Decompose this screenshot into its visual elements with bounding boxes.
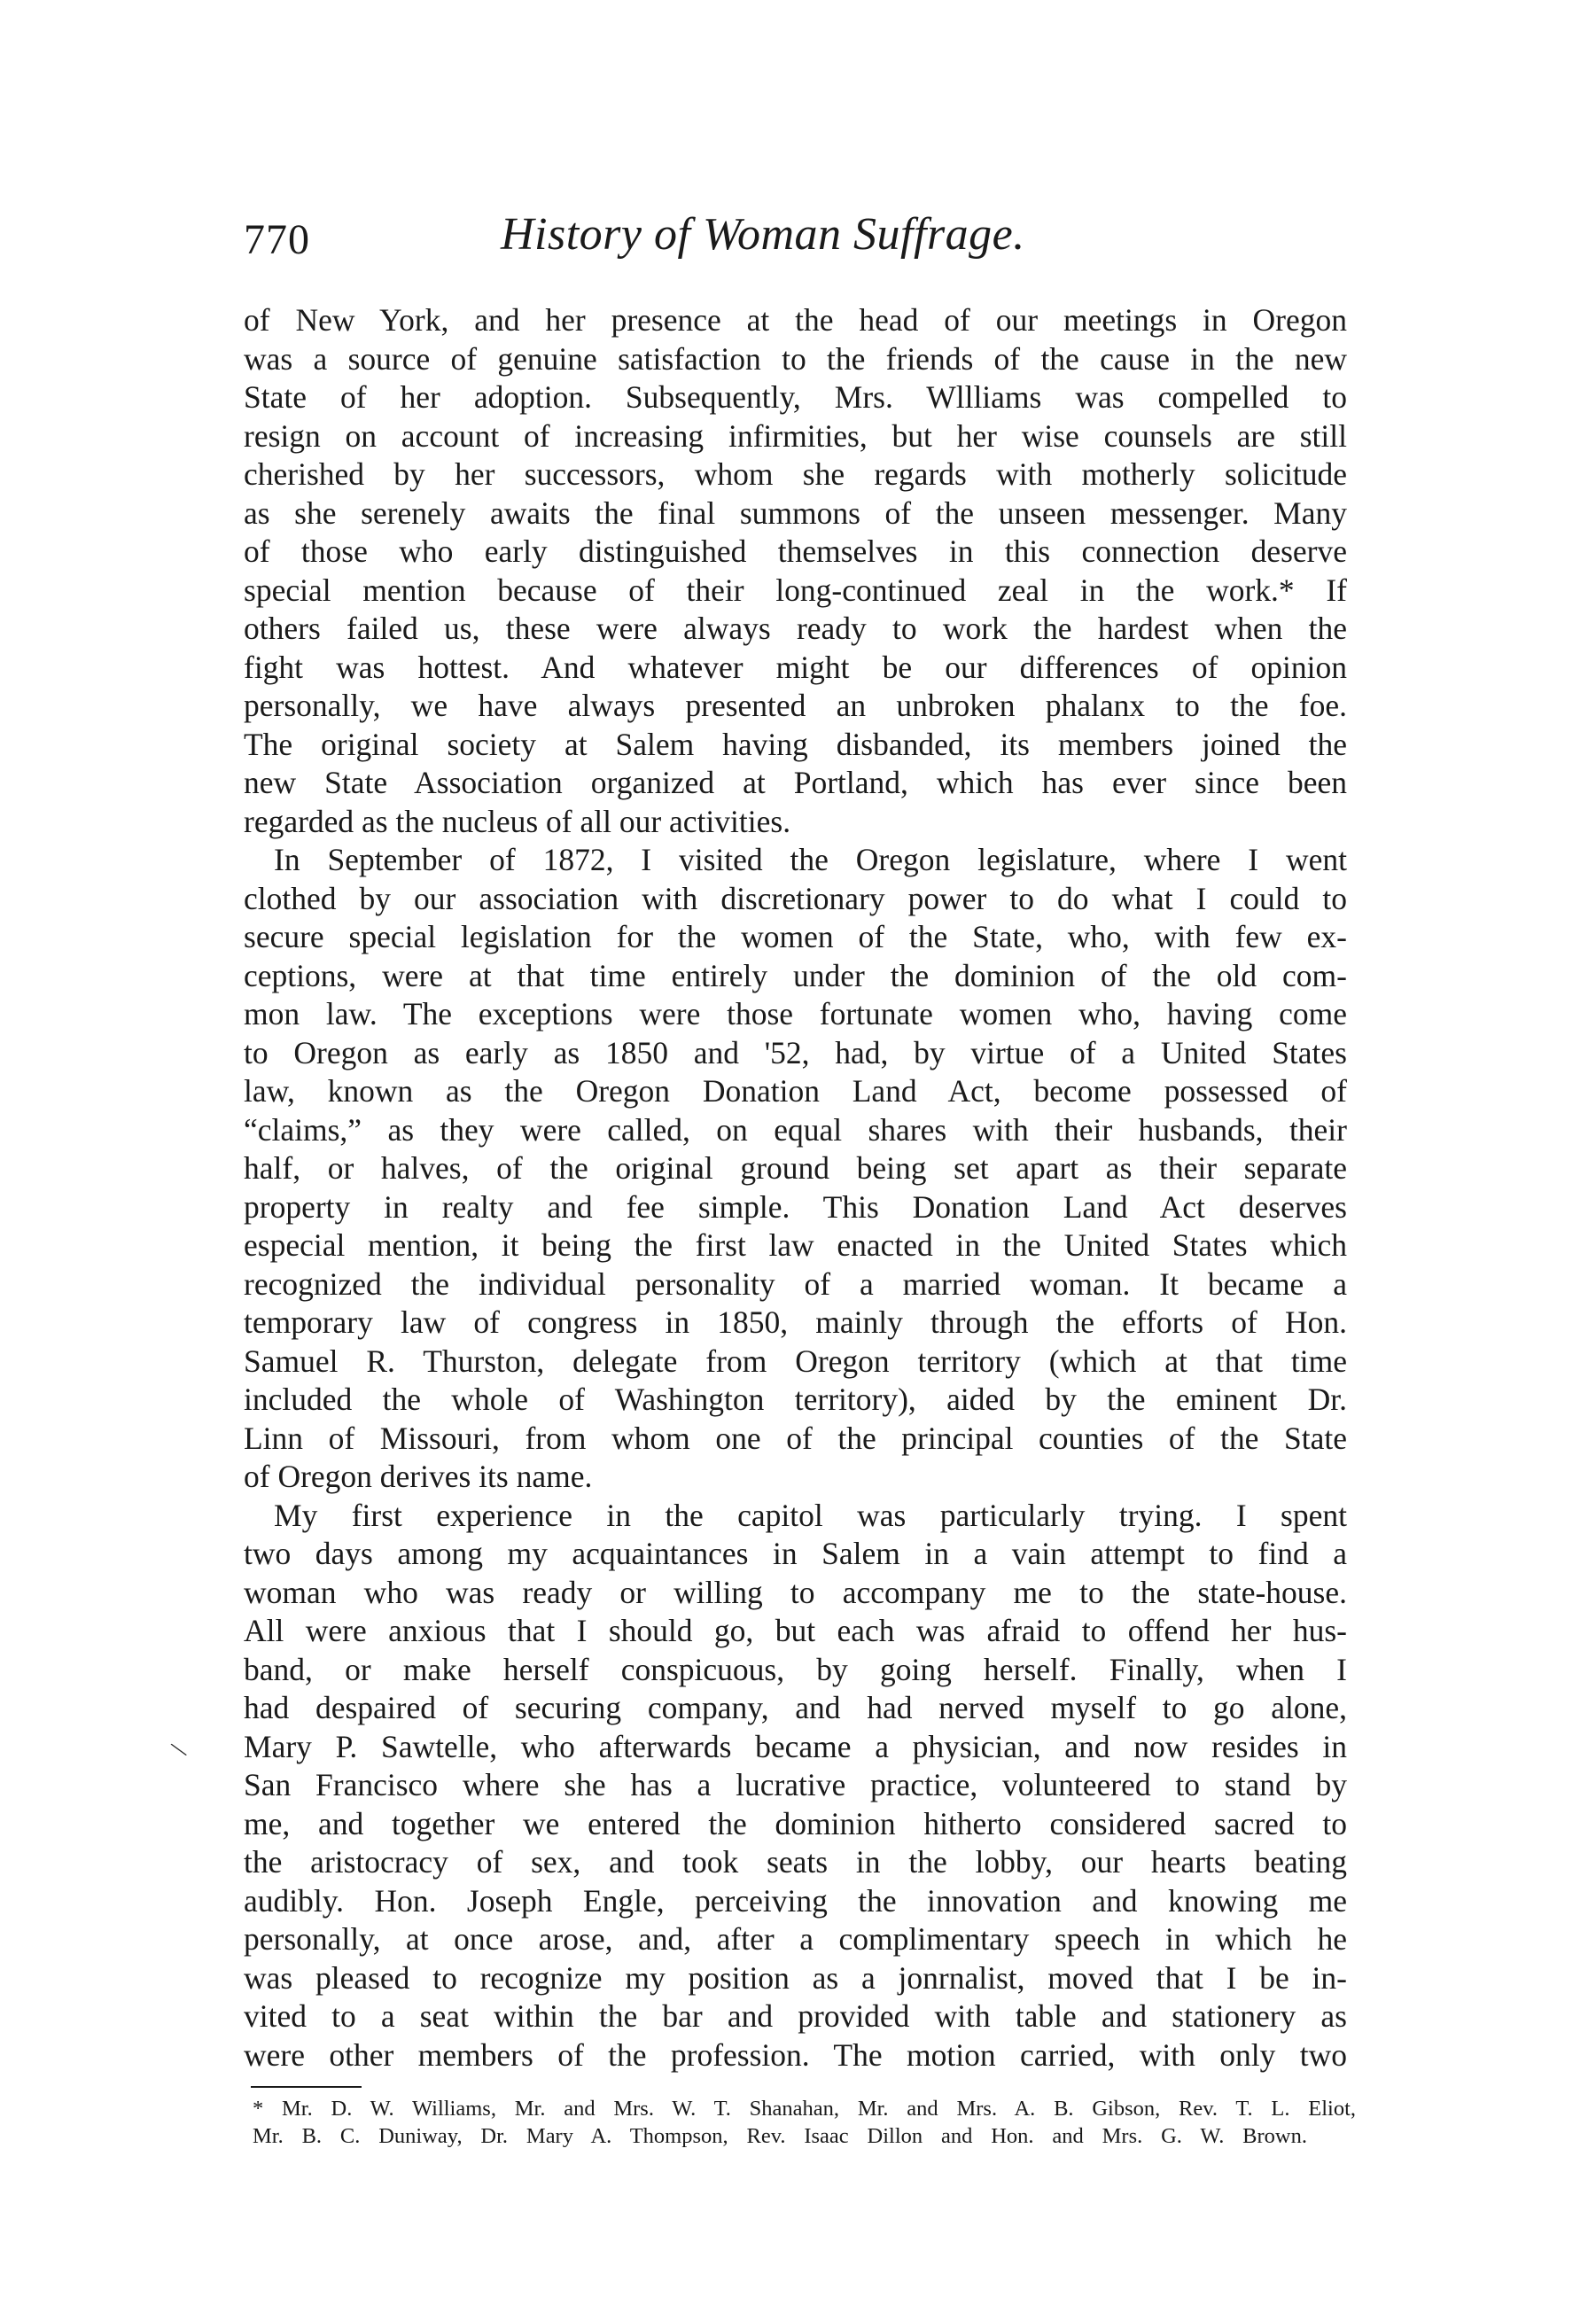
text-line: resign on account of increasing infirmities, but her wise counsels are still <box>244 417 1347 454</box>
text-line: was pleased to recognize my position as a jonrnalist, moved that I be in- <box>244 1959 1347 1996</box>
text-line: woman who was ready or willing to accompany me to the state-house. <box>244 1574 1347 1610</box>
text-line: fight was hottest. And whatever might be our differences of opinion <box>244 649 1347 685</box>
text-line: others failed us, these were always ready to work the hardest when the <box>244 611 1347 646</box>
body-text <box>244 301 1347 2075</box>
text-line: special mention because of their long-continued zeal in the work.* If <box>244 572 1347 608</box>
text-line: recognized the individual personality of a married woman. It became a <box>244 1265 1347 1302</box>
text-line: new State Association organized at Portland, which has ever since been <box>244 765 1347 800</box>
text-line: secure special legislation for the women of the State, who, with few ex- <box>244 919 1347 954</box>
footnote-divider <box>251 2086 362 2088</box>
text-line: law, known as the Oregon Donation Land Act, become possessed of <box>244 1073 1347 1109</box>
text-line: Mary P. Sawtelle, who afterwards became a physician, and now resides in <box>244 1728 1347 1764</box>
page-number: 770 <box>244 216 310 263</box>
text-line: as she serenely awaits the final summons of the unseen messenger. Many <box>244 494 1347 531</box>
footnote-line: * Mr. D. W. Williams, Mr. and Mrs. W. T. Shanahan, Mr. and Mrs. A. B. Gibson, Rev. T. L. Eliot, <box>253 2097 1356 2121</box>
text-line: had despaired of securing company, and had nerved myself to go alone, <box>244 1690 1347 1725</box>
text-line: ceptions, were at that time entirely under the dominion of the old com- <box>244 957 1347 993</box>
text-line: property in realty and fee simple. This Donation Land Act deserves <box>244 1188 1347 1225</box>
text-line: personally, we have always presented an unbroken phalanx to the foe. <box>244 688 1347 723</box>
text-line: the aristocracy of sex, and took seats in the lobby, our hearts beating <box>244 1844 1347 1880</box>
text-line: San Francisco where she has a lucrative practice, volunteered to stand by <box>244 1767 1347 1802</box>
text-line: band, or make herself conspicuous, by going herself. Finally, when I <box>244 1651 1347 1687</box>
text-line: vited to a seat within the bar and provided with table and stationery as <box>244 1998 1347 2034</box>
text-line: Samuel R. Thurston, delegate from Oregon territory (which at that time <box>244 1343 1347 1379</box>
text-line: State of her adoption. Subsequently, Mrs. Wllliams was compelled to <box>244 379 1347 415</box>
text-line: to Oregon as early as 1850 and '52, had, by virtue of a United States <box>244 1034 1347 1070</box>
running-head <box>244 208 1347 279</box>
footnote <box>253 2095 1356 2150</box>
text-line: “claims,” as they were called, on equal shares with their husbands, their <box>244 1111 1347 1148</box>
text-line: clothed by our association with discretionary power to do what I could to <box>244 880 1347 916</box>
text-line: included the whole of Washington territory), aided by the eminent Dr. <box>244 1382 1347 1417</box>
book-title: History of Woman Suffrage. <box>501 209 1025 260</box>
text-line: of Oregon derives its name. <box>244 1459 593 1494</box>
text-line: especial mention, it being the first law enacted in the United States which <box>244 1227 1347 1263</box>
text-line: All were anxious that I should go, but each was afraid to offend her hus- <box>244 1613 1347 1648</box>
text-line: cherished by her successors, whom she regards with motherly solicitude <box>244 456 1347 492</box>
text-line: of New York, and her presence at the head of our meetings in Oregon <box>244 302 1347 338</box>
text-line: two days among my acquaintances in Salem in a vain attempt to find a <box>244 1536 1347 1571</box>
footnote-line: Mr. B. C. Duniway, Dr. Mary A. Thompson, Rev. Isaac Dillon and Hon. and Mrs. G. W. Brown. <box>253 2124 1307 2148</box>
text-line: was a source of genuine satisfaction to the friends of the cause in the new <box>244 340 1347 377</box>
text-line: me, and together we entered the dominion hitherto considered sacred to <box>244 1805 1347 1841</box>
text-line: were other members of the profession. The motion carried, with only two <box>244 2036 1347 2073</box>
text-line: In September of 1872, I visited the Oregon legislature, where I went <box>274 842 1347 877</box>
text-line: mon law. The exceptions were those fortunate women who, having come <box>244 996 1347 1031</box>
text-line: personally, at once arose, and, after a complimentary speech in which he <box>244 1921 1347 1957</box>
text-line: The original society at Salem having disbanded, its members joined the <box>244 726 1347 762</box>
text-line: regarded as the nucleus of all our activities. <box>244 803 791 839</box>
margin-mark: \ <box>167 1735 191 1764</box>
text-line: temporary law of congress in 1850, mainly through the efforts of Hon. <box>244 1304 1347 1340</box>
text-line: Linn of Missouri, from whom one of the principal counties of the State <box>244 1420 1347 1456</box>
text-line: of those who early distinguished themselves in this connection deserve <box>244 533 1347 569</box>
text-line: My first experience in the capitol was particularly trying. I spent <box>274 1497 1347 1533</box>
text-line: audibly. Hon. Joseph Engle, perceiving the innovation and knowing me <box>244 1882 1347 1919</box>
text-line: half, or halves, of the original ground being set apart as their separate <box>244 1150 1347 1186</box>
